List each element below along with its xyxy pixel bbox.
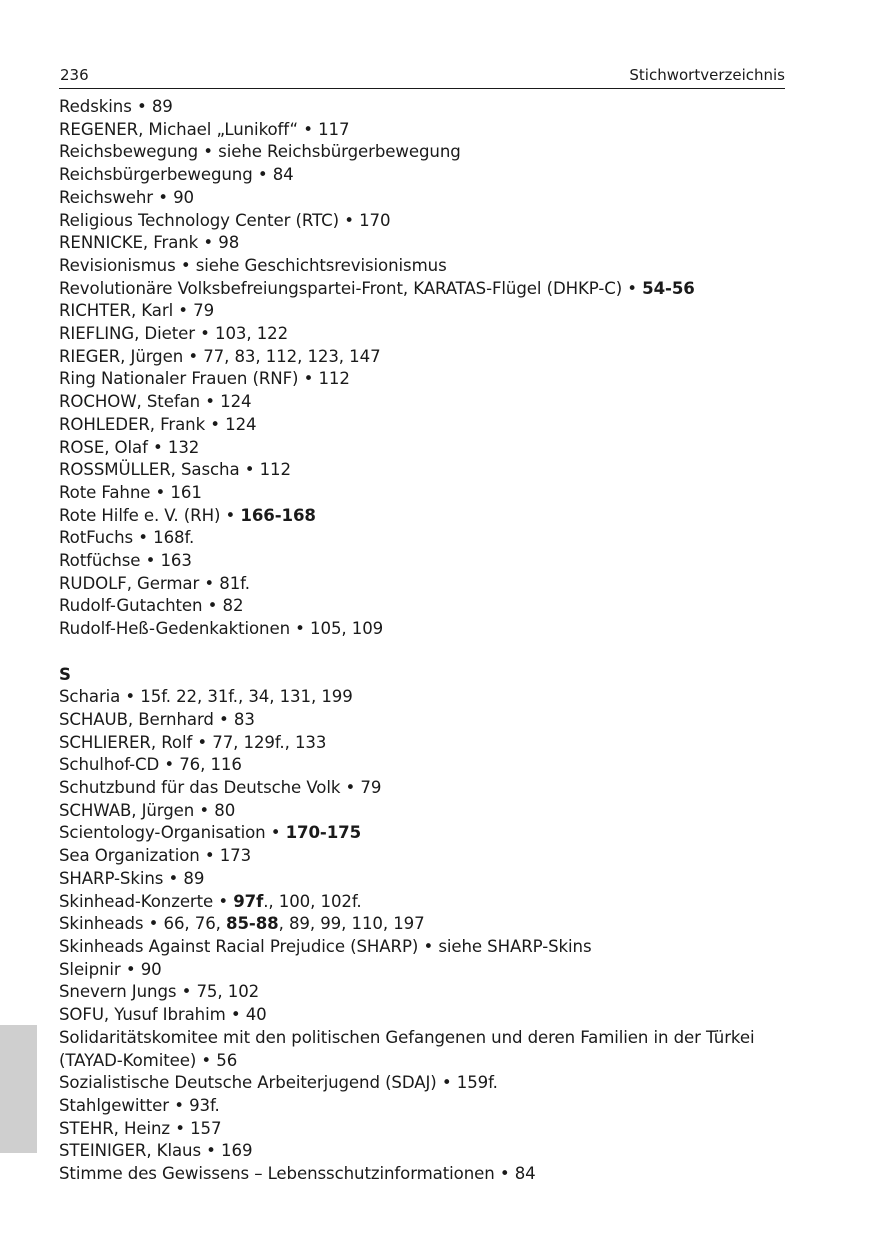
index-entry: Rote Hilfe e. V. (RH) • 166-168 [59, 505, 316, 525]
section-gap [59, 641, 789, 664]
index-entry: Rote Fahne • 161 [59, 482, 202, 502]
entry-page-ref: 161 [170, 482, 202, 502]
entry-term: Rudolf-Gutachten [59, 596, 203, 616]
entry-page-ref-main: 85-88 [226, 914, 279, 934]
entry-page-ref: 169 [221, 1141, 253, 1161]
entry-page-ref-main: 97f [233, 891, 264, 911]
entry-page-ref-main: 54-56 [642, 278, 695, 298]
entry-page-ref: , 89, 99, 110, 197 [278, 914, 425, 934]
entry-page-ref: 77, 129f., 133 [212, 732, 327, 752]
index-entry: Solidaritätskomitee mit den politischen Gefangenen und deren Familien in der Türkei (TAYAD-Komitee) • 56 [59, 1027, 755, 1070]
entry-page-ref: 90 [140, 959, 162, 979]
entry-term: Schulhof-CD [59, 755, 160, 775]
index-entry: ROSSMÜLLER, Sascha • 112 [59, 460, 291, 480]
index-entry: Reichsbewegung • siehe Reichsbürgerbewegung [59, 142, 461, 162]
index-entry: RENNICKE, Frank • 98 [59, 233, 240, 253]
index-entry: Reichswehr • 90 [59, 187, 194, 207]
entry-term: RIEGER, Jürgen [59, 346, 184, 366]
entry-term: ROHLEDER, Frank [59, 414, 206, 434]
index-entry: RUDOLF, Germar • 81f. [59, 573, 250, 593]
entry-page-ref: siehe Reichsbürgerbewegung [218, 142, 461, 162]
entry-term: RICHTER, Karl [59, 301, 174, 321]
entry-term: Skinheads [59, 914, 144, 934]
entry-page-ref: 84 [272, 165, 294, 185]
entry-term: STEINIGER, Klaus [59, 1141, 201, 1161]
entry-page-ref: 112 [259, 460, 291, 480]
running-title: Stichwortverzeichnis [629, 66, 785, 84]
entry-page-ref: 159f. [456, 1073, 498, 1093]
index-entry: Schutzbund für das Deutsche Volk • 79 [59, 778, 382, 798]
entry-term: Rote Hilfe e. V. (RH) [59, 505, 221, 525]
entry-term: Stimme des Gewissens – Lebensschutzinformationen [59, 1164, 495, 1184]
entry-page-ref: 81f. [219, 573, 250, 593]
index-entry: Redskins • 89 [59, 97, 173, 116]
entry-page-ref: 76, 116 [179, 755, 242, 775]
entry-page-ref: siehe SHARP-Skins [438, 937, 592, 956]
index-entry: Sozialistische Deutsche Arbeiterjugend (SDAJ) • 159f. [59, 1073, 498, 1093]
entry-page-ref: 93f. [189, 1095, 220, 1115]
index-entry: Scientology-Organisation • 170-175 [59, 823, 362, 843]
index-entry: Skinheads • 66, 76, 85-88, 89, 99, 110, 197 [59, 914, 425, 934]
entry-term: SHARP-Skins [59, 868, 164, 888]
entry-page-ref: 89 [183, 868, 205, 888]
entry-page-ref: 79 [193, 301, 215, 321]
index-entry: Rudolf-Gutachten • 82 [59, 596, 244, 616]
page-number: 236 [60, 66, 89, 84]
entry-term: Revolutionäre Volksbefreiungspartei-Front, KARATAS-Flügel (DHKP-C) [59, 278, 623, 298]
entry-term: Sea Organization [59, 846, 200, 866]
index-entry: SCHLIERER, Rolf • 77, 129f., 133 [59, 732, 327, 752]
section-letter-s: S [59, 664, 71, 684]
index-entry: Sleipnir • 90 [59, 959, 162, 979]
entry-term: RUDOLF, Germar [59, 573, 200, 593]
entry-page-ref: 117 [318, 119, 350, 139]
entry-term: Sleipnir [59, 959, 121, 979]
index-entry: ROCHOW, Stefan • 124 [59, 392, 252, 412]
index-entry: REGENER, Michael „Lunikoff“ • 117 [59, 119, 350, 139]
entry-term: REGENER, Michael „Lunikoff“ [59, 119, 299, 139]
entry-term: Reichsbürgerbewegung [59, 165, 253, 185]
index-entry: Religious Technology Center (RTC) • 170 [59, 210, 391, 230]
index-entry: Revisionismus • siehe Geschichtsrevisionismus [59, 255, 447, 275]
entry-page-ref: 89 [151, 97, 173, 116]
index-entry: STEHR, Heinz • 157 [59, 1118, 222, 1138]
entry-page-ref: 157 [190, 1118, 222, 1138]
entry-term: SCHLIERER, Rolf [59, 732, 193, 752]
entry-page-ref: ., 100, 102f. [263, 891, 362, 911]
entry-term: Rote Fahne [59, 482, 151, 502]
index-entry: SOFU, Yusuf Ibrahim • 40 [59, 1005, 267, 1025]
index-entry: Skinheads Against Racial Prejudice (SHARP) • siehe SHARP-Skins [59, 937, 592, 956]
entry-page-ref: 15f. 22, 31f., 34, 131, 199 [140, 687, 353, 707]
entry-page-ref: 56 [216, 1050, 238, 1070]
entry-page-ref: siehe Geschichtsrevisionismus [195, 255, 447, 275]
entry-page-ref: 84 [514, 1164, 536, 1184]
entry-page-ref: 79 [360, 778, 382, 798]
index-entry: Stimme des Gewissens – Lebensschutzinformationen • 84 [59, 1164, 536, 1184]
entry-term: Scientology-Organisation [59, 823, 266, 843]
entry-term: Reichsbewegung [59, 142, 199, 162]
index-entry: Scharia • 15f. 22, 31f., 34, 131, 199 [59, 687, 353, 707]
index-entry: RICHTER, Karl • 79 [59, 301, 215, 321]
entry-term: Skinhead-Konzerte [59, 891, 214, 911]
entry-term: Scharia [59, 687, 121, 707]
entry-term: SCHAUB, Bernhard [59, 709, 214, 729]
entry-page-ref-main: 170-175 [285, 823, 362, 843]
entry-term: Rotfüchse [59, 551, 141, 571]
entry-term: SOFU, Yusuf Ibrahim [59, 1005, 226, 1025]
index-entry: Reichsbürgerbewegung • 84 [59, 165, 294, 185]
entry-term: Rudolf-Heß-Gedenkaktionen [59, 619, 290, 639]
index-entry: Schulhof-CD • 76, 116 [59, 755, 242, 775]
entry-page-ref: 173 [219, 846, 252, 866]
index-entry: RIEGER, Jürgen • 77, 83, 112, 123, 147 [59, 346, 381, 366]
entry-page-ref: 170 [359, 210, 391, 230]
entry-term: ROSSMÜLLER, Sascha [59, 460, 240, 480]
entry-term: Reichswehr [59, 187, 154, 207]
entry-page-ref: 83 [233, 709, 255, 729]
index-section-s [59, 686, 789, 1185]
index-entry: Ring Nationaler Frauen (RNF) • 112 [59, 369, 350, 389]
entry-page-ref: 105, 109 [310, 619, 384, 639]
entry-page-ref: 66, 76, [163, 914, 227, 934]
entry-term: SCHWAB, Jürgen [59, 800, 195, 820]
entry-term: STEHR, Heinz [59, 1118, 171, 1138]
index-entry: Rudolf-Heß-Gedenkaktionen • 105, 109 [59, 619, 384, 639]
index-entry: ROSE, Olaf • 132 [59, 437, 200, 457]
entry-term: Schutzbund für das Deutsche Volk [59, 778, 341, 798]
index-entry: SHARP-Skins • 89 [59, 868, 205, 888]
index-entry: STEINIGER, Klaus • 169 [59, 1141, 253, 1161]
entry-page-ref: 168f. [153, 528, 195, 548]
index-entry: Rotfüchse • 163 [59, 551, 192, 571]
index-entry: Sea Organization • 173 [59, 846, 252, 866]
entry-term: Religious Technology Center (RTC) [59, 210, 340, 230]
entry-page-ref: 75, 102 [196, 982, 260, 1002]
entry-page-ref: 98 [218, 233, 240, 253]
entry-term: Solidaritätskomitee mit den politischen Gefangenen und deren Familien in der Türkei (TAYAD-Komitee) [59, 1027, 755, 1070]
index-entry: SCHAUB, Bernhard • 83 [59, 709, 255, 729]
index-entry: SCHWAB, Jürgen • 80 [59, 800, 236, 820]
index-entry: Skinhead-Konzerte • 97f., 100, 102f. [59, 891, 362, 911]
entry-page-ref: 77, 83, 112, 123, 147 [203, 346, 381, 366]
entry-term: Ring Nationaler Frauen (RNF) [59, 369, 299, 389]
entry-page-ref: 40 [245, 1005, 267, 1025]
index-entry: RotFuchs • 168f. [59, 528, 195, 548]
thumb-index-tab [0, 1025, 37, 1153]
running-header [59, 64, 785, 89]
entry-term: Snevern Jungs [59, 982, 177, 1002]
entry-page-ref: 82 [222, 596, 244, 616]
index-entry: Revolutionäre Volksbefreiungspartei-Front, KARATAS-Flügel (DHKP-C) • 54-56 [59, 278, 695, 298]
entry-term: Redskins [59, 97, 132, 116]
entry-page-ref: 112 [318, 369, 350, 389]
index-entry: ROHLEDER, Frank • 124 [59, 414, 257, 434]
entry-page-ref: 103, 122 [215, 324, 289, 344]
entry-page-ref: 90 [173, 187, 194, 207]
entry-term: RIEFLING, Dieter [59, 324, 195, 344]
entry-term: RotFuchs [59, 528, 134, 548]
entry-page-ref: 124 [220, 392, 252, 412]
entry-page-ref-main: 166-168 [240, 505, 316, 525]
index-entries [59, 96, 789, 1186]
entry-term: Sozialistische Deutsche Arbeiterjugend (SDAJ) [59, 1073, 437, 1093]
entry-page-ref: 80 [214, 800, 236, 820]
index-section-r [59, 96, 789, 641]
entry-term: Skinheads Against Racial Prejudice (SHARP) [59, 937, 419, 956]
index-entry: Stahlgewitter • 93f. [59, 1095, 220, 1115]
entry-page-ref: 132 [167, 437, 200, 457]
entry-page-ref: 163 [160, 551, 192, 571]
entry-term: Revisionismus [59, 255, 176, 275]
entry-term: Stahlgewitter [59, 1095, 170, 1115]
entry-term: ROSE, Olaf [59, 437, 148, 457]
index-entry: RIEFLING, Dieter • 103, 122 [59, 324, 289, 344]
entry-term: RENNICKE, Frank [59, 233, 199, 253]
entry-page-ref: 124 [225, 414, 257, 434]
entry-term: ROCHOW, Stefan [59, 392, 201, 412]
index-entry: Snevern Jungs • 75, 102 [59, 982, 260, 1002]
